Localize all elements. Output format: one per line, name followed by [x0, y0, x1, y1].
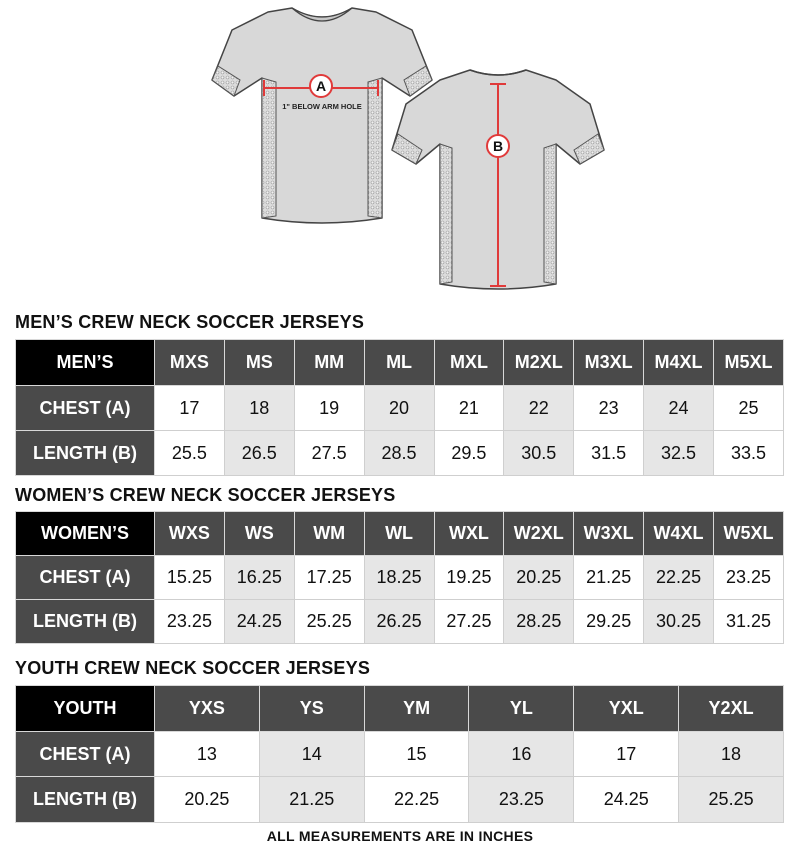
mens-corner-label: MEN’S	[16, 340, 155, 386]
mens-chest-value: 25	[714, 386, 784, 431]
womens-length-value: 23.25	[155, 600, 225, 644]
womens-size-table	[15, 511, 784, 644]
womens-chest-value: 20.25	[504, 556, 574, 600]
womens-length-label: LENGTH (B)	[16, 600, 155, 644]
mens-length-value: 31.5	[574, 431, 644, 476]
youth-size-header: YS	[259, 686, 364, 732]
womens-corner-label: WOMEN’S	[16, 512, 155, 556]
mens-length-value: 25.5	[155, 431, 225, 476]
mens-size-header: MM	[294, 340, 364, 386]
mens-length-value: 32.5	[644, 431, 714, 476]
womens-section-title: WOMEN’S CREW NECK SOCCER JERSEYS	[15, 485, 396, 505]
womens-chest-value: 17.25	[294, 556, 364, 600]
measure-caption: 1" BELOW ARM HOLE	[282, 102, 362, 111]
mens-length-value: 27.5	[294, 431, 364, 476]
youth-size-header-row	[16, 686, 784, 732]
womens-chest-value: 23.25	[714, 556, 784, 600]
mens-chest-value: 21	[434, 386, 504, 431]
womens-length-row	[16, 600, 784, 644]
mens-size-header: M5XL	[714, 340, 784, 386]
youth-size-header: Y2XL	[679, 686, 784, 732]
mens-chest-value: 20	[364, 386, 434, 431]
mens-size-header: MS	[224, 340, 294, 386]
mens-length-value: 30.5	[504, 431, 574, 476]
marker-b-label: B	[492, 138, 504, 154]
mens-length-value: 29.5	[434, 431, 504, 476]
mens-length-value: 28.5	[364, 431, 434, 476]
womens-chest-value: 18.25	[364, 556, 434, 600]
mens-length-value: 33.5	[714, 431, 784, 476]
mens-chest-row	[16, 386, 784, 431]
youth-length-value: 20.25	[155, 777, 260, 823]
mens-chest-value: 18	[224, 386, 294, 431]
youth-length-value: 24.25	[574, 777, 679, 823]
youth-length-value: 23.25	[469, 777, 574, 823]
mens-size-table	[15, 339, 784, 476]
womens-size-header: WS	[224, 512, 294, 556]
youth-section-title: YOUTH CREW NECK SOCCER JERSEYS	[15, 658, 371, 678]
womens-chest-value: 21.25	[574, 556, 644, 600]
womens-length-value: 24.25	[224, 600, 294, 644]
mens-size-header: MXS	[155, 340, 225, 386]
mens-chest-value: 23	[574, 386, 644, 431]
womens-chest-value: 15.25	[155, 556, 225, 600]
womens-length-value: 25.25	[294, 600, 364, 644]
measurement-note: ALL MEASUREMENTS ARE IN INCHES	[266, 828, 534, 844]
mens-chest-value: 17	[155, 386, 225, 431]
womens-length-value: 26.25	[364, 600, 434, 644]
youth-length-value: 21.25	[259, 777, 364, 823]
youth-size-table	[15, 685, 784, 823]
mens-length-value: 26.5	[224, 431, 294, 476]
womens-size-header: W2XL	[504, 512, 574, 556]
youth-size-header: YL	[469, 686, 574, 732]
mens-length-row	[16, 431, 784, 476]
womens-length-value: 29.25	[574, 600, 644, 644]
mens-size-header: M3XL	[574, 340, 644, 386]
mens-chest-value: 19	[294, 386, 364, 431]
womens-chest-label: CHEST (A)	[16, 556, 155, 600]
mens-chest-label: CHEST (A)	[16, 386, 155, 431]
womens-size-header: W4XL	[644, 512, 714, 556]
mens-size-header: M2XL	[504, 340, 574, 386]
youth-chest-value: 14	[259, 732, 364, 777]
womens-length-value: 28.25	[504, 600, 574, 644]
youth-chest-value: 18	[679, 732, 784, 777]
youth-size-header: YM	[364, 686, 469, 732]
youth-size-header: YXS	[155, 686, 260, 732]
youth-chest-value: 16	[469, 732, 574, 777]
mens-length-label: LENGTH (B)	[16, 431, 155, 476]
youth-chest-row	[16, 732, 784, 777]
youth-chest-label: CHEST (A)	[16, 732, 155, 777]
mens-chest-value: 22	[504, 386, 574, 431]
womens-size-header: W3XL	[574, 512, 644, 556]
womens-chest-value: 22.25	[644, 556, 714, 600]
youth-length-label: LENGTH (B)	[16, 777, 155, 823]
youth-length-value: 22.25	[364, 777, 469, 823]
jersey-illustration	[0, 0, 800, 300]
womens-length-value: 27.25	[434, 600, 504, 644]
youth-corner-label: YOUTH	[16, 686, 155, 732]
mens-size-header-row	[16, 340, 784, 386]
youth-length-row	[16, 777, 784, 823]
mens-size-header: MXL	[434, 340, 504, 386]
mens-size-header: M4XL	[644, 340, 714, 386]
jersey-back-view	[392, 70, 604, 289]
marker-a-label: A	[315, 78, 327, 94]
womens-size-header: WL	[364, 512, 434, 556]
mens-section-title: MEN’S CREW NECK SOCCER JERSEYS	[15, 312, 365, 332]
womens-size-header: WXL	[434, 512, 504, 556]
youth-chest-value: 17	[574, 732, 679, 777]
mens-chest-value: 24	[644, 386, 714, 431]
womens-size-header: WM	[294, 512, 364, 556]
womens-size-header-row	[16, 512, 784, 556]
womens-size-header: WXS	[155, 512, 225, 556]
jersey-front-view	[212, 8, 432, 223]
mens-size-header: ML	[364, 340, 434, 386]
youth-size-header: YXL	[574, 686, 679, 732]
womens-chest-row	[16, 556, 784, 600]
womens-length-value: 30.25	[644, 600, 714, 644]
womens-chest-value: 19.25	[434, 556, 504, 600]
womens-size-header: W5XL	[714, 512, 784, 556]
womens-chest-value: 16.25	[224, 556, 294, 600]
youth-chest-value: 15	[364, 732, 469, 777]
youth-chest-value: 13	[155, 732, 260, 777]
womens-length-value: 31.25	[714, 600, 784, 644]
youth-length-value: 25.25	[679, 777, 784, 823]
